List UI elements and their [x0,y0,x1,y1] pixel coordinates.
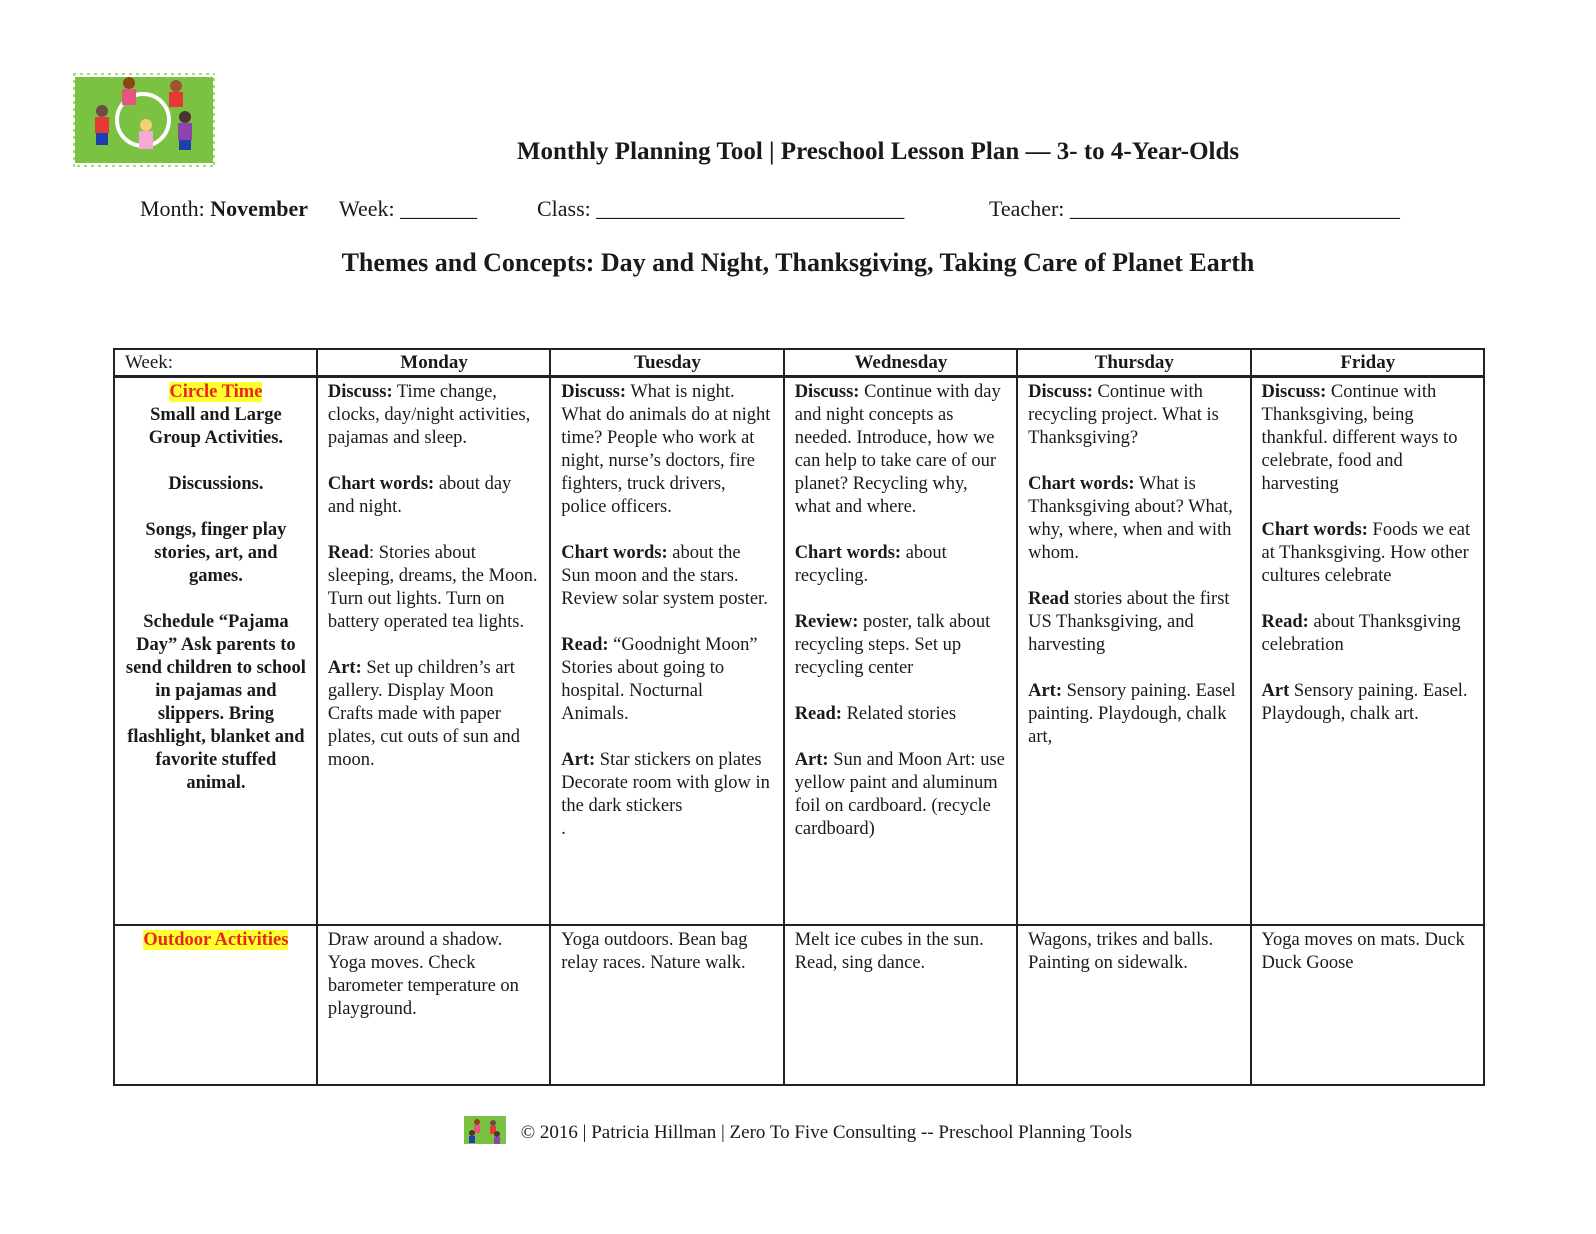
chart-words-label: Chart words: [1261,520,1368,540]
chart-words-text: about day and night. [327,474,512,517]
art-label: Art: [327,658,362,678]
discuss-label: Discuss: [1028,382,1093,402]
footer [0,1116,1596,1144]
chart-words-text: Foods we eat at Thanksgiving. How other cultures celebrate [1261,520,1471,586]
page-title: Monthly Planning Tool | Preschool Lesson Plan — 3- to 4-Year-Olds [516,138,1240,165]
day-header-thursday: Thursday [1017,349,1250,377]
circle-time-line: Discussions. [168,474,264,494]
teacher-field [989,196,1400,222]
table-header-row [114,349,1484,377]
class-blank: ____________________________ [596,196,905,221]
themes-heading: Themes and Concepts: Day and Night, Thanksgiving, Taking Care of Planet Earth [341,248,1255,277]
read-text: Related stories [841,704,957,724]
monday-circle-cell [317,377,550,926]
day-header-tuesday: Tuesday [550,349,783,377]
day-header-monday: Monday [317,349,550,377]
read-label: Read [327,543,369,563]
trailing-dot: . [561,819,566,839]
circle-time-line: Songs, finger play stories, art, and games. [145,520,287,586]
read-text: about Thanksgiving celebration [1261,612,1461,655]
week-blank: _______ [400,196,478,221]
art-label: Art: [794,750,829,770]
friday-outdoor-cell: Yoga moves on mats. Duck Duck Goose [1251,925,1484,1085]
art-label: Art [1261,681,1290,701]
discuss-label: Discuss: [794,382,860,402]
art-text: Sensory paining. Easel. Playdough, chalk art. [1261,681,1468,724]
discuss-text: What is night. What do animals do at night time? People who work at night, nurse’s doctors, fire fighters, truck drivers, police officers. [561,382,771,517]
month-label: Month: [140,196,205,221]
week-field [339,196,477,222]
day-header-friday: Friday [1251,349,1484,377]
chart-words-label: Chart words: [327,474,435,494]
thursday-outdoor-cell: Wagons, trikes and balls. Painting on sidewalk. [1017,925,1250,1085]
thursday-circle-cell [1017,377,1250,926]
chart-words-label: Chart words: [794,543,902,563]
outdoor-activities-row [114,925,1484,1085]
tuesday-circle-cell [550,377,783,926]
tuesday-outdoor-cell: Yoga outdoors. Bean bag relay races. Nature walk. [550,925,783,1085]
art-text: Sensory paining. Easel painting. Playdough, chalk art, [1028,681,1236,747]
review-text: poster, talk about recycling steps. Set up recycling center [794,612,991,678]
art-text: Sun and Moon Art: use yellow paint and aluminum foil on cardboard. (recycle cardboard) [794,750,1005,839]
discuss-label: Discuss: [561,382,627,402]
read-text: : Stories about sleeping, dreams, the Moon. Turn out lights. Turn on battery operated tea lights. [327,543,538,632]
teacher-label: Teacher: [989,196,1065,221]
monday-outdoor-cell: Draw around a shadow. Yoga moves. Check barometer temperature on playground. [317,925,550,1085]
month-value: November [210,196,309,221]
week-header: Week: [114,349,317,377]
class-label: Class: [537,196,591,221]
circle-time-line: Small and Large Group Activities. [148,405,284,448]
circle-time-row [114,377,1484,926]
chart-words-label: Chart words: [561,543,668,563]
discuss-label: Discuss: [327,382,393,402]
read-text: “Goodnight Moon” Stories about going to hospital. Nocturnal Animals. [561,635,758,724]
read-label: Read: [561,635,609,655]
friday-circle-cell [1251,377,1484,926]
month-field [140,196,308,222]
lesson-plan-table [113,348,1485,1086]
review-label: Review: [794,612,859,632]
chart-words-text: What is Thanksgiving about? What, why, where, when and with whom. [1028,474,1233,563]
chart-words-label: Chart words: [1028,474,1135,494]
art-text: Star stickers on plates Decorate room with glow in the dark stickers [561,750,770,816]
copyright-text: © 2016 | Patricia Hillman | Zero To Five Consulting -- Preschool Planning Tools [520,1122,1133,1143]
class-field [537,196,904,222]
circle-time-label-cell [114,377,317,926]
art-text: Set up children’s art gallery. Display Moon Crafts made with paper plates, cut outs of sun and moon. [327,658,521,770]
outdoor-label-cell [114,925,317,1085]
outdoor-activities-label: Outdoor Activities [143,930,289,950]
wednesday-outdoor-cell: Melt ice cubes in the sun. Read, sing dance. [784,925,1017,1085]
discuss-text: Continue with recycling project. What is Thanksgiving? [1028,382,1219,448]
children-circle-mini-logo [464,1116,506,1144]
chart-words-text: about the Sun moon and the stars. Review solar system poster. [561,543,768,609]
art-label: Art: [1028,681,1063,701]
discuss-label: Discuss: [1261,382,1327,402]
circle-time-line: Schedule “Pajama Day” Ask parents to send children to school in pajamas and slippers. Bring flashlight, blanket and favorite stuffed animal. [125,612,306,793]
chart-words-text: about recycling. [794,543,947,586]
art-label: Art: [561,750,596,770]
discuss-text: Time change, clocks, day/night activities, pajamas and sleep. [327,382,531,448]
read-label: Read [1028,589,1070,609]
read-label: Read: [1261,612,1309,632]
wednesday-circle-cell [784,377,1017,926]
discuss-text: Continue with day and night concepts as needed. Introduce, how we can help to take care of our planet? Recycling why, what and where. [794,382,1001,517]
read-text: stories about the first US Thanksgiving, and harvesting [1028,589,1230,655]
discuss-text: Continue with Thanksgiving, being thankful. different ways to celebrate, food and harvesting [1261,382,1458,494]
day-header-wednesday: Wednesday [784,349,1017,377]
week-label: Week: [339,196,395,221]
teacher-blank: ______________________________ [1069,196,1400,221]
circle-time-label: Circle Time [169,382,263,402]
read-label: Read: [794,704,842,724]
